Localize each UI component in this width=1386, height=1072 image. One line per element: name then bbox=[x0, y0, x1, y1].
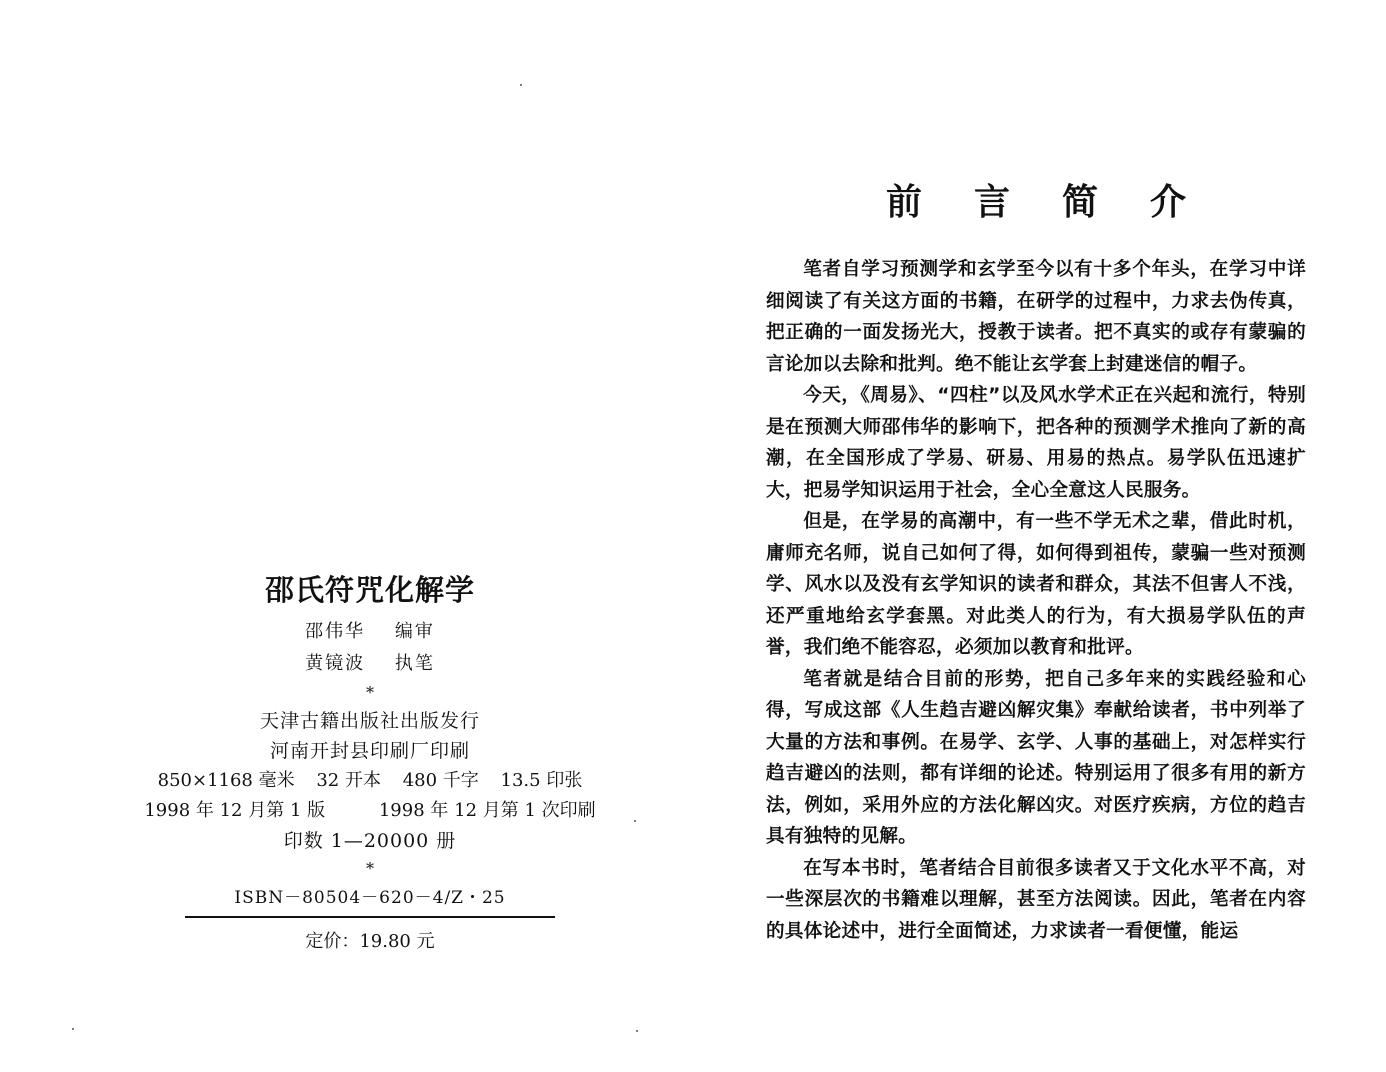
isbn: ISBN－80504－620－4/Z・25 bbox=[234, 888, 506, 908]
colophon-block bbox=[130, 570, 610, 956]
printing-date: 1998 年 12 月第 1 次印刷 bbox=[378, 800, 596, 821]
editor-name: 邵伟华 bbox=[305, 621, 366, 642]
writer-role: 执笔 bbox=[394, 653, 435, 674]
format-specs bbox=[130, 766, 610, 796]
scan-speck bbox=[634, 820, 636, 822]
writer-name: 黄镜波 bbox=[305, 653, 366, 674]
writer-credit bbox=[130, 648, 610, 680]
edition-line bbox=[130, 796, 610, 826]
price: 定价：19.80 元 bbox=[305, 931, 435, 952]
separator-star-2: * bbox=[366, 859, 374, 878]
scan-speck bbox=[636, 1030, 638, 1032]
separator-star: * bbox=[366, 683, 374, 702]
book-title: 邵氏符咒化解学 bbox=[264, 573, 475, 607]
print-run: 印数 1—20000 册 bbox=[283, 830, 457, 852]
spec-paper-size: 850×1168 毫米 bbox=[157, 770, 295, 791]
edition-date: 1998 年 12 月第 1 版 bbox=[144, 800, 326, 821]
scan-speck bbox=[72, 1028, 74, 1030]
publisher-line: 天津古籍出版社出版发行 bbox=[259, 710, 480, 732]
preface-paragraph: 但是，在学易的高潮中，有一些不学无术之辈，借此时机，庸师充名师，说自己如何了得，如何得到祖传，蒙骗一些对预测学、风水以及没有玄学知识的读者和群众，其法不但害人不浅，还严重地给玄学套黑。对此类人的行为，有大损易学队伍的声誉，我们绝不能容忍，必须加以教育和批评。 bbox=[766, 511, 1306, 658]
divider-rule bbox=[185, 916, 555, 918]
scan-speck bbox=[520, 84, 522, 86]
spec-word-count: 480 千字 bbox=[402, 770, 479, 791]
preface-paragraph: 在写本书时，笔者结合目前很多读者又于文化水平不高，对一些深层次的书籍难以理解，甚至方法阅读。因此，笔者在内容的具体论述中，进行全面简述，力求读者一看便懂，能运 bbox=[766, 857, 1306, 942]
editor-credit bbox=[130, 616, 610, 648]
printer-line: 河南开封县印刷厂印刷 bbox=[269, 740, 470, 762]
spec-sheets: 13.5 印张 bbox=[500, 770, 583, 791]
editor-role: 编审 bbox=[394, 621, 435, 642]
preface-section bbox=[766, 178, 1306, 947]
preface-paragraph: 今天，《周易》、“四柱”以及风水学术正在兴起和流行，特别是在预测大师邵伟华的影响下，把各种的预测学术推向了新的高潮，在全国形成了学易、研易、用易的热点。易学队伍迅速扩大，把易学知识运用于社会，全心全意这人民服务。 bbox=[766, 385, 1306, 501]
preface-paragraph: 笔者就是结合目前的形势，把自己多年来的实践经验和心得，写成这部《人生趋吉避凶解灾集》奉献给读者，书中列举了大量的方法和事例。在易学、玄学、人事的基础上，对怎样实行趋吉避凶的法则，都有详细的论述。特别运用了很多有用的新方法，例如，采用外应的方法化解凶灾。对医疗疾病，方位的趋吉具有独特的见解。 bbox=[766, 668, 1306, 847]
spec-format: 32 开本 bbox=[316, 770, 381, 791]
preface-paragraph: 笔者自学习预测学和玄学至今以有十多个年头，在学习中详细阅读了有关这方面的书籍，在研学的过程中，力求去伪传真，把正确的一面发扬光大，授教于读者。把不真实的或存有蒙骗的言论加以去除和批判。绝不能让玄学套上封建迷信的帽子。 bbox=[766, 259, 1306, 375]
preface-title: 前言简介 bbox=[885, 181, 1238, 223]
